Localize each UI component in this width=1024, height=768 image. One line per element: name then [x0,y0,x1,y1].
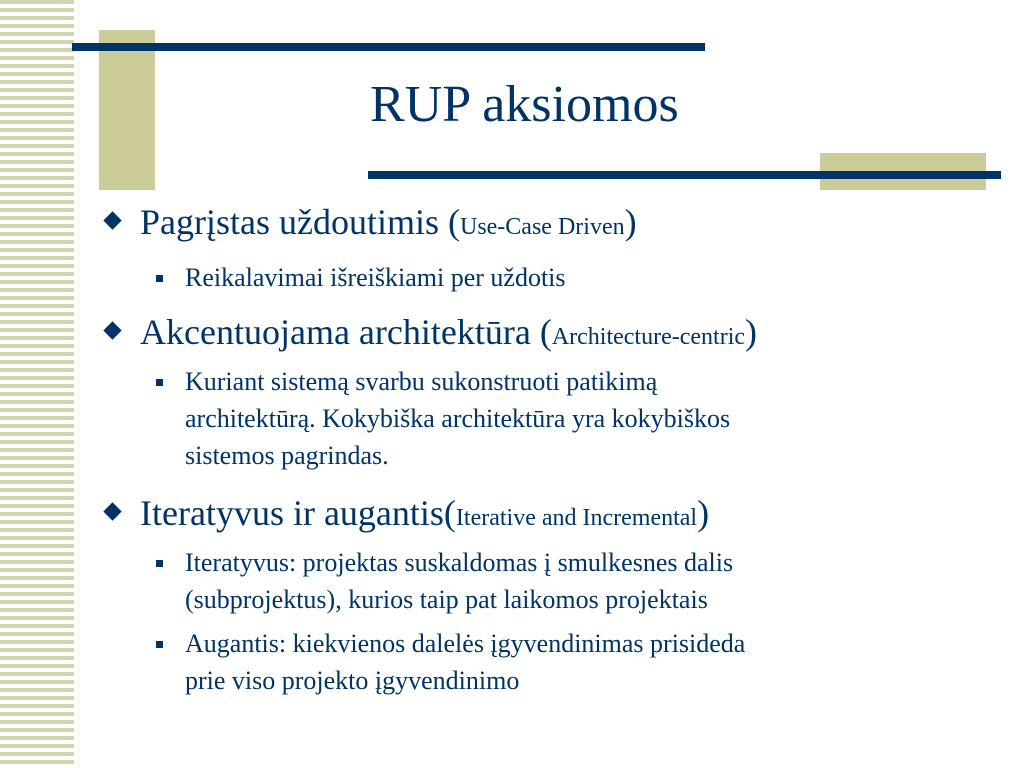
diamond-bullet-icon [103,502,121,520]
sub-bullet-item [185,544,965,618]
square-bullet-icon [156,560,163,567]
bullet-close-paren: ) [624,202,637,242]
bullet-item [140,201,1000,248]
bullet-note: Use-Case Driven [459,214,625,240]
sub-bullet-item [185,259,965,296]
bullet-close-paren: ) [697,493,710,533]
sub-bullet-item [185,363,965,474]
diamond-bullet-icon [103,321,121,339]
sub-bullet-text: Kuriant sistemą svarbu sukonstruoti patikimą architektūrą. Kokybiška architektūra yra kokybiškos sistemos pagrindas. [185,367,731,470]
sub-bullet-text: Augantis: kiekvienos dalelės įgyvendinimas prisideda prie viso projekto įgyvendinimo [185,629,746,695]
square-bullet-icon [156,641,163,648]
square-bullet-icon [156,379,163,386]
diamond-bullet-icon [103,211,121,229]
bullet-text: Iteratyvus ir augantis( [140,493,456,533]
bullet-text: Pagrįstas uždoutimis ( [140,202,460,242]
bullet-close-paren: ) [745,312,758,352]
sub-bullet-text: Reikalavimai išreiškiami per uždotis [185,263,566,292]
bullet-item [140,311,1000,358]
bullet-text: Akcentuojama architektūra ( [140,312,552,352]
bullet-item [140,492,1000,539]
bullet-note: Iterative and Incremental [455,505,698,531]
square-bullet-icon [156,275,163,282]
sub-bullet-item [185,625,965,699]
bullet-note: Architecture-centric [551,324,746,350]
sub-bullet-text: Iteratyvus: projektas suskaldomas į smulkesnes dalis (subprojektus), kurios taip pat laikomos projektais [185,548,734,614]
slide-title: RUP aksiomos [370,76,679,133]
